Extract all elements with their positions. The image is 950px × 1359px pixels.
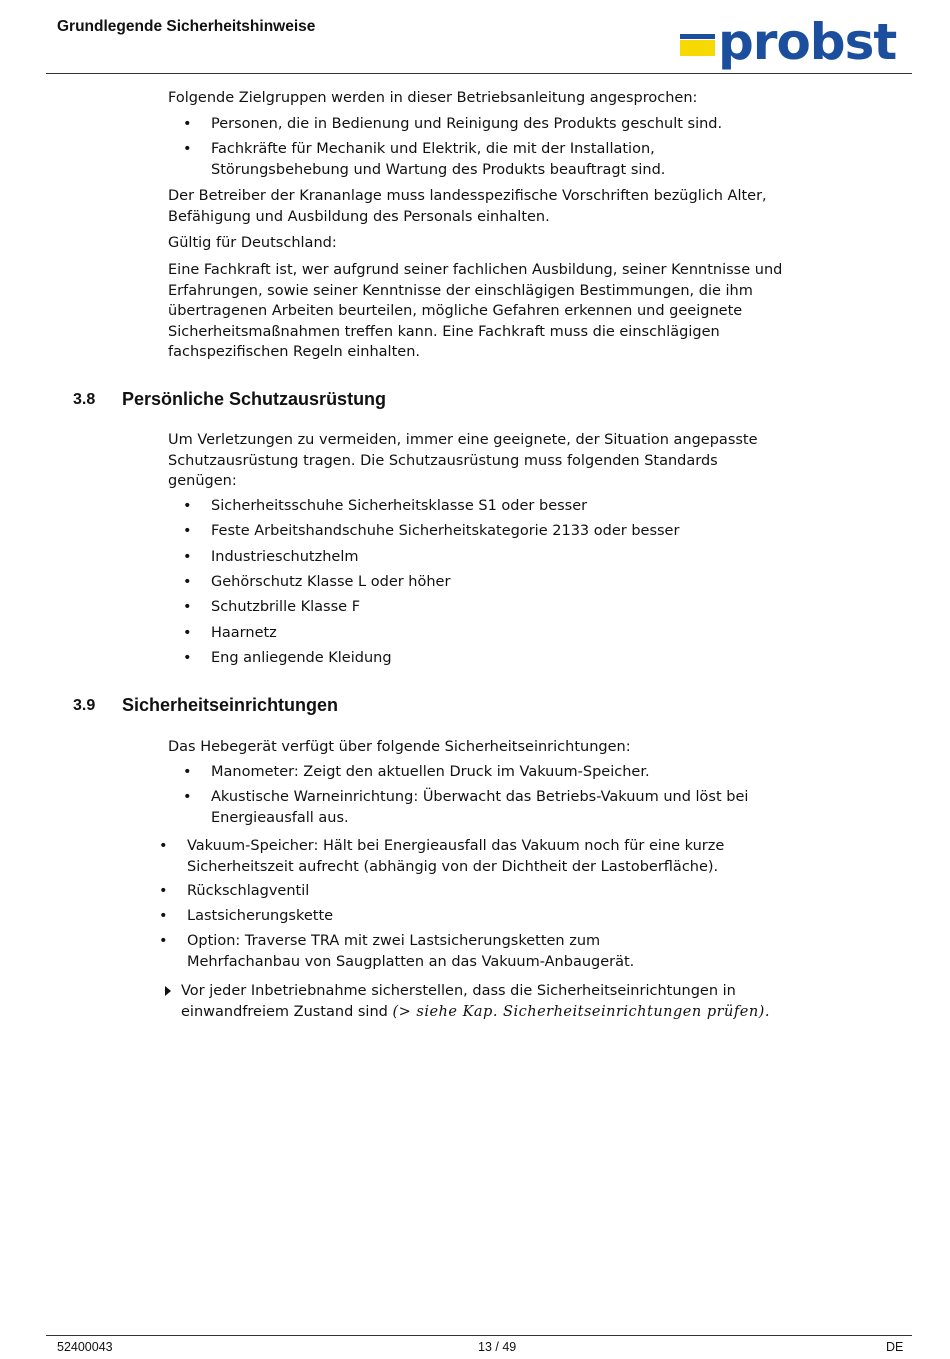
logo-wordmark: probst (718, 13, 897, 71)
footer-divider (46, 1335, 912, 1336)
section-title: Sicherheitseinrichtungen (122, 695, 339, 715)
intro-lead: Folgende Zielgruppen werden in dieser Betriebsanleitung angesprochen: (168, 90, 698, 106)
header-title: Grundlegende Sicherheitshinweise (57, 18, 316, 35)
language-code: DE (886, 1340, 904, 1354)
section-lead: Um Verletzungen zu vermeiden, immer eine geeignete, der Situation angepasste Schutzausrüstung tragen. Die Schutzausrüstung muss folgenden Standards genügen: (168, 432, 758, 489)
page-number: 13 / 49 (478, 1340, 517, 1354)
doc-number: 52400043 (57, 1340, 113, 1354)
probst-logo (680, 13, 906, 71)
header-divider (46, 73, 912, 74)
action-arrow-icon (165, 986, 171, 996)
section-number: 3.9 (73, 697, 96, 714)
operator-note: Der Betreiber der Krananlage muss landesspezifische Vorschriften bezüglich Alter, Befähigung und Ausbildung des Personals einhalten. (168, 188, 767, 225)
section-number: 3.8 (73, 391, 96, 408)
validity-note: Gültig für Deutschland: (168, 235, 337, 251)
action-text: Vor jeder Inbetriebnahme sicherstellen, dass die Sicherheitseinrichtungen in einwandfreiem Zustand sind (181, 983, 736, 1020)
chapter-reference-link[interactable]: (> siehe Kap. Sicherheitseinrichtungen prüfen). (392, 1003, 770, 1020)
section-title: Persönliche Schutzausrüstung (122, 389, 387, 409)
logo-mark (680, 34, 715, 56)
definition-paragraph: Eine Fachkraft ist, wer aufgrund seiner fachlichen Ausbildung, seiner Kenntnisse und Erfahrungen, sowie seiner Kenntnisse der einschlägigen Bestimmungen, die ihm übertragenen Arbeiten beurteilen, mögliche Gefahren erkennen und geeignete Sicherheitsmaßnahmen treffen kann. Eine Fachkraft muss die einschlägigen fachspezifischen Regeln einhalten. (168, 262, 783, 360)
section-lead: Das Hebegerät verfügt über folgende Sicherheitseinrichtungen: (168, 739, 631, 755)
